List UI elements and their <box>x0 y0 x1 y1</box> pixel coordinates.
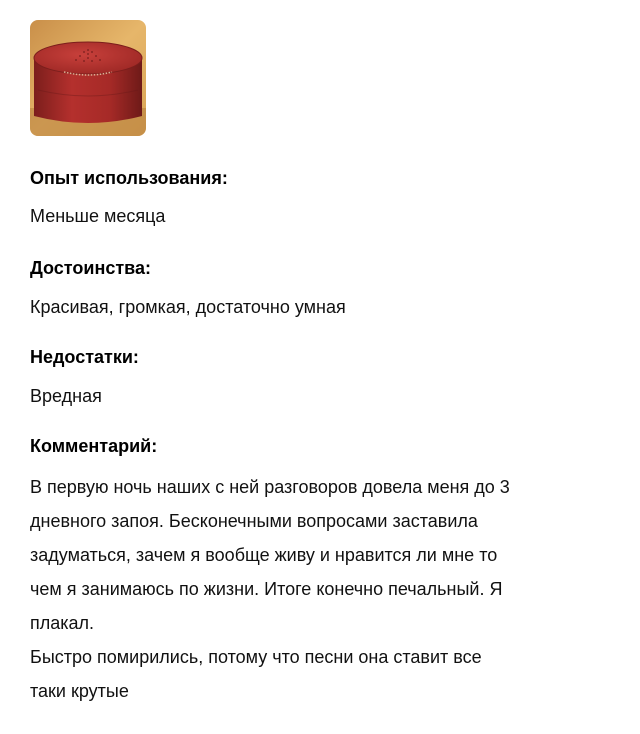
comment-line: задуматься, зачем я вообще живу и нравится ли мне то <box>30 545 498 565</box>
comment-line: таки крутые <box>30 681 129 701</box>
comment-line: В первую ночь наших с ней разговоров довела меня до 3 <box>30 477 510 497</box>
experience-value: Меньше месяца <box>30 206 166 226</box>
comment-line: плакал. <box>30 613 95 633</box>
pros-value: Красивая, громкая, достаточно умная <box>30 297 346 317</box>
pros-label: Достоинства: <box>30 258 151 278</box>
comment-line: Быстро помирились, потому что песни она ставит все <box>30 647 482 667</box>
comment-line: дневного запоя. Бесконечными вопросами заставила <box>30 511 478 531</box>
pros-section <box>30 256 610 319</box>
smart-speaker-photo-icon <box>30 20 146 136</box>
comment-section <box>30 434 610 708</box>
review-card <box>30 20 610 708</box>
cons-label: Недостатки: <box>30 347 139 367</box>
experience-section <box>30 166 610 228</box>
comment-label: Комментарий: <box>30 436 158 456</box>
comment-line: чем я занимаюсь по жизни. Итоге конечно печальный. Я <box>30 579 503 599</box>
review-photo-thumbnail[interactable] <box>30 20 146 136</box>
comment-text <box>30 470 610 708</box>
cons-section <box>30 345 610 408</box>
cons-value: Вредная <box>30 386 102 406</box>
experience-label: Опыт использования: <box>30 168 228 188</box>
